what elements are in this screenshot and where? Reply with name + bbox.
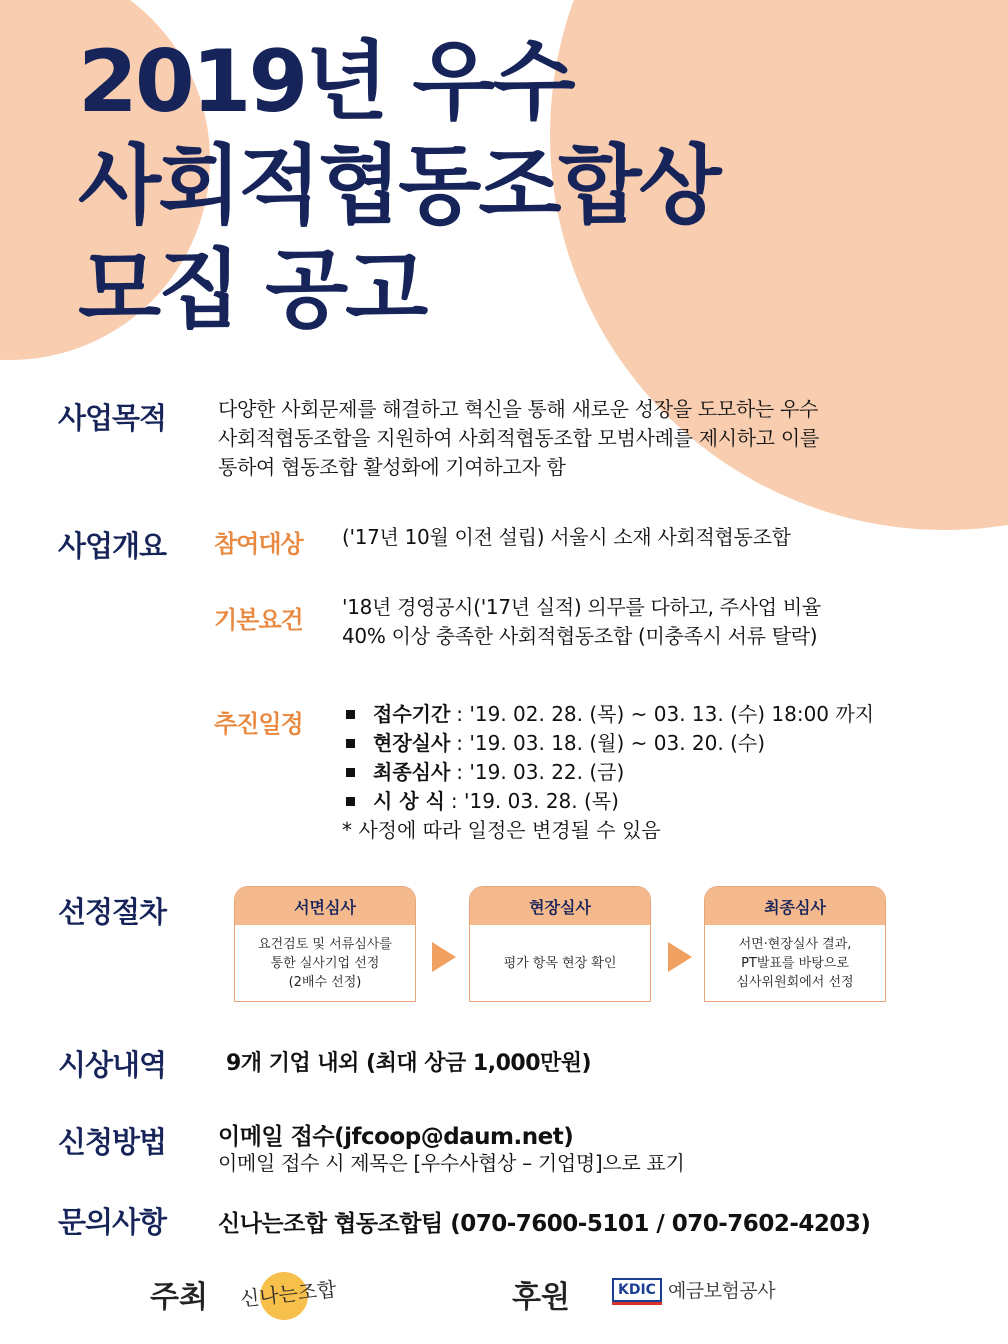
target-text: ('17년 10월 이전 설립) 서울시 소재 사회적협동조합 [342, 525, 791, 549]
host-label: 주최 [150, 1280, 208, 1315]
schedule-item [342, 700, 874, 729]
arrow-right-icon [668, 942, 692, 972]
host-logo [238, 1266, 346, 1322]
purpose-line: 통하여 협동조합 활성화에 기여하고자 함 [218, 455, 566, 479]
purpose-line: 사회적협동조합을 지원하여 사회적협동조합 모범사례를 제시하고 이를 [218, 426, 819, 450]
overview-label: 사업개요 [58, 529, 167, 563]
bullet-icon [346, 768, 355, 777]
schedule-item-date: : '19. 02. 28. (목) ~ 03. 13. (수) 18:00 까지 [456, 702, 875, 726]
step-description: 서면·현장실사 결과, PT발표를 바탕으로 심사위원회에서 선정 [736, 936, 854, 990]
bullet-icon [346, 797, 355, 806]
requirement-line: 40% 이상 충족한 사회적협동조합 (미충족시 서류 탈락) [342, 624, 818, 648]
step-title: 최종심사 [705, 887, 885, 925]
sponsor-label: 후원 [512, 1280, 570, 1315]
requirement-text [342, 593, 821, 651]
schedule-item-label: 접수기간 [373, 702, 451, 726]
award-text: 9개 기업 내외 (최대 상금 1,000만원) [226, 1051, 592, 1076]
schedule-label: 추진일정 [214, 710, 303, 738]
svg-text:신나는조합: 신나는조합 [238, 1276, 338, 1311]
bullet-icon [346, 710, 355, 719]
schedule-item-label: 최종심사 [373, 760, 451, 784]
step-card-final-review [704, 886, 886, 1002]
selection-label: 선정절차 [58, 895, 167, 929]
requirement-line: '18년 경영공시('17년 실적) 의무를 다하고, 주사업 비율 [342, 595, 821, 619]
step-description: 평가 항목 현장 확인 [503, 955, 617, 971]
schedule-item [342, 758, 874, 787]
schedule-item-label: 현장실사 [373, 731, 451, 755]
award-label: 시상내역 [58, 1048, 167, 1082]
schedule-item-date: : '19. 03. 22. (금) [456, 760, 625, 784]
schedule-item-date: : '19. 03. 28. (목) [450, 789, 619, 813]
bullet-icon [346, 739, 355, 748]
title-line-3: 모집 공고 [78, 240, 426, 340]
page-title [78, 30, 719, 342]
schedule-item [342, 787, 874, 816]
inquiry-label: 문의사항 [58, 1205, 167, 1239]
schedule-item [342, 729, 874, 758]
arrow-right-icon [432, 942, 456, 972]
title-line-2: 사회적협동조합상 [78, 136, 719, 236]
purpose-label: 사업목적 [58, 401, 167, 435]
target-label: 참여대상 [214, 530, 303, 558]
step-description: 요건검토 및 서류심사를 통한 실사기업 선정 (2배수 선정) [258, 936, 392, 990]
kdic-logo-mark: KDIC [612, 1278, 662, 1302]
purpose-text [218, 395, 819, 482]
sponsor-name: 예금보험공사 [667, 1280, 776, 1302]
schedule-item-label: 시 상 식 [373, 789, 445, 813]
schedule-item-date: : '19. 03. 18. (월) ~ 03. 20. (수) [456, 731, 766, 755]
apply-label: 신청방법 [58, 1125, 167, 1159]
step-title: 서면심사 [235, 887, 415, 925]
step-title: 현장실사 [470, 887, 650, 925]
schedule-list [342, 700, 874, 845]
step-card-site-inspection [469, 886, 651, 1002]
purpose-line: 다양한 사회문제를 해결하고 혁신을 통해 새로운 성장을 도모하는 우수 [218, 397, 819, 421]
inquiry-text: 신나는조합 협동조합팀 (070-7600-5101 / 070-7602-4203) [218, 1211, 871, 1237]
apply-main: 이메일 접수(jfcoop@daum.net) [218, 1124, 574, 1150]
schedule-note: * 사정에 따라 일정은 변경될 수 있음 [342, 818, 661, 842]
requirement-label: 기본요건 [214, 606, 303, 634]
title-line-1: 2019년 우수 [78, 32, 573, 132]
apply-sub: 이메일 접수 시 제목은 [우수사협상 – 기업명]으로 표기 [218, 1151, 685, 1175]
sponsor-logo [612, 1276, 775, 1303]
step-card-document-review [234, 886, 416, 1002]
